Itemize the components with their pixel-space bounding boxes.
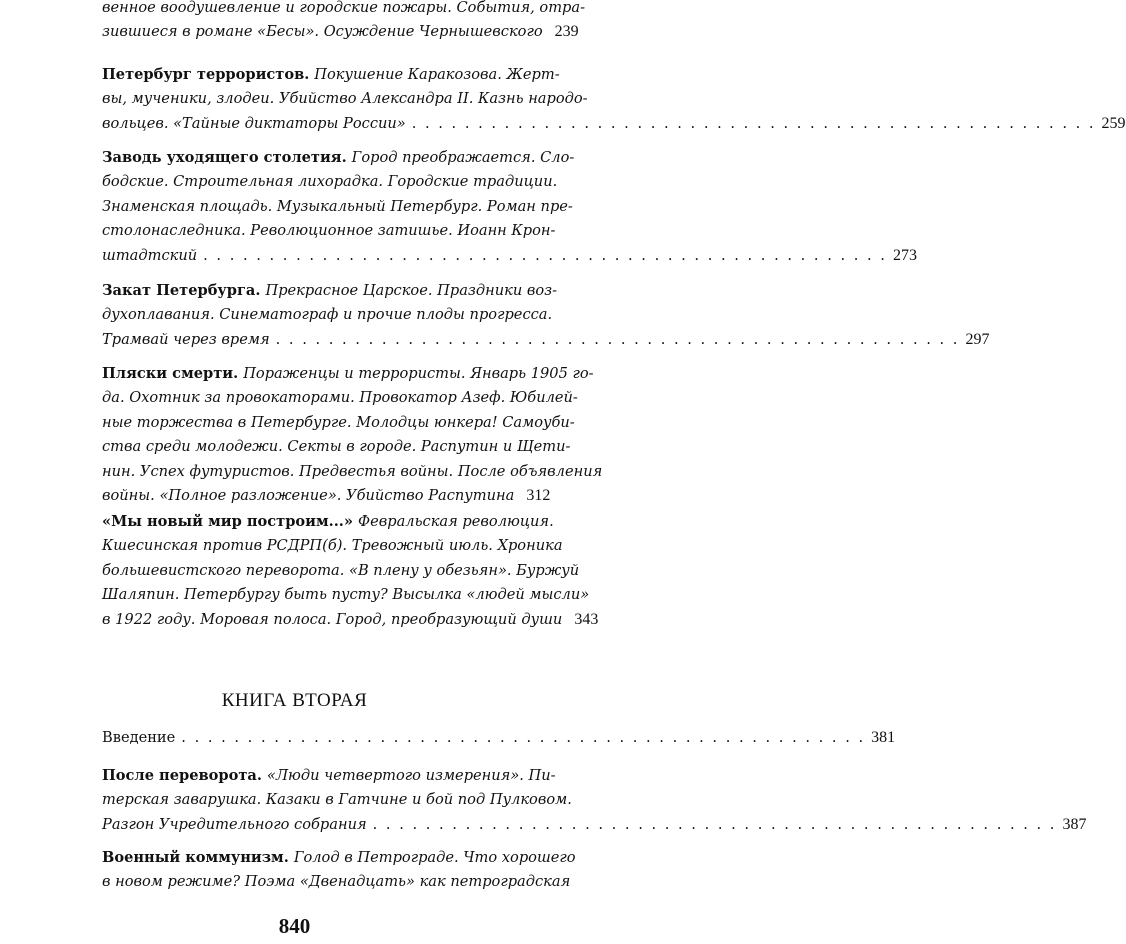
toc-line xyxy=(102,386,578,410)
toc-text: нин. Успех футуристов. Предвестья войны. После объявления xyxy=(102,462,603,480)
toc-text: бодские. Строительная лихорадка. Городские традиции. xyxy=(102,173,558,191)
toc-text: ства среди молодежи. Секты в городе. Распутин и Щети- xyxy=(102,438,571,456)
toc-heading: Пляски смерти. xyxy=(102,365,239,382)
toc-page-number: 239 xyxy=(554,23,579,41)
book-two-title: КНИГА ВТОРАЯ xyxy=(221,690,368,711)
toc-text: Покушение Каракозова. Жерт- xyxy=(314,66,560,83)
toc-entry xyxy=(102,279,990,352)
toc-text: войны. «Полное разложение». Убийство Распутина xyxy=(102,486,515,504)
toc-text: Введение xyxy=(102,729,176,746)
toc-entry xyxy=(102,63,1126,136)
toc-entry xyxy=(102,146,917,268)
toc-line xyxy=(102,460,603,484)
toc-line xyxy=(102,726,896,750)
toc-line xyxy=(102,583,590,607)
toc-line xyxy=(102,146,575,170)
toc-line xyxy=(102,20,579,44)
toc-text: Разгон Учредительного собрания xyxy=(102,815,367,833)
leader-dots: . . . . . . . . . . . . . . . . . . . . . . . . . . . . . . . . . . . . . . . . . . . . . . . . . . . . xyxy=(372,815,1057,833)
toc-entry xyxy=(102,0,586,45)
toc-line xyxy=(102,303,553,327)
toc-text: в 1922 году. Моровая полоса. Город, преобразующий души xyxy=(102,610,563,628)
toc-line xyxy=(102,170,558,194)
toc-line xyxy=(102,0,586,20)
toc-entry xyxy=(102,510,599,632)
toc-text: терская заварушка. Казаки в Гатчине и бой под Пулковом. xyxy=(102,791,572,809)
toc-text: столонаследника. Революционное затишье. Иоанн Крон- xyxy=(102,222,556,240)
toc-text: Кшесинская против РСДРП(б). Тревожный июль. Хроника xyxy=(102,537,563,555)
toc-page-number: 297 xyxy=(965,330,990,348)
toc-text: Знаменская площадь. Музыкальный Петербург. Роман пре- xyxy=(102,197,573,215)
leader-dots: . . . . . . . . . . . . . . . . . . . . . . . . . . . . . . . . . . . . . . . . . . . . . . . . . . . . xyxy=(275,330,960,348)
toc-text: Прекрасное Царское. Праздники воз- xyxy=(265,282,558,299)
toc-heading: Военный коммунизм. xyxy=(102,849,289,866)
toc-heading: Закат Петербурга. xyxy=(102,282,261,299)
toc-line xyxy=(102,813,1087,837)
toc-heading: Петербург террористов. xyxy=(102,66,310,83)
toc-line xyxy=(102,559,580,583)
page-number: 840 xyxy=(278,914,311,938)
leader-dots: . . . . . . . . . . . . . . . . . . . . . . . . . . . . . . . . . . . . . . . . . . . . . . . . . . . . xyxy=(181,729,866,746)
toc-line xyxy=(102,244,917,268)
toc-line xyxy=(102,63,560,87)
toc-line xyxy=(102,112,1126,136)
toc-text: большевистского переворота. «В плену у обезьян». Буржуй xyxy=(102,561,580,579)
toc-line xyxy=(102,510,554,534)
toc-page-number: 343 xyxy=(574,610,599,628)
toc-text: да. Охотник за провокаторами. Провокатор Азеф. Юбилей- xyxy=(102,389,578,407)
toc-line xyxy=(102,411,575,435)
toc-text: Трамвай через время xyxy=(102,330,270,348)
toc-text: Шаляпин. Петербургу быть пусту? Высылка «людей мысли» xyxy=(102,586,590,604)
toc-text: в новом режиме? Поэма «Двенадцать» как петроградская xyxy=(102,873,571,891)
toc-text: Голод в Петрограде. Что хорошего xyxy=(293,849,576,866)
toc-line xyxy=(102,435,571,459)
toc-text: духоплавания. Синематограф и прочие плоды прогресса. xyxy=(102,306,553,324)
toc-text: «Люди четвертого измерения». Пи- xyxy=(266,767,556,784)
toc-text: ные торжества в Петербурге. Молодцы юнкера! Самоуби- xyxy=(102,413,575,431)
toc-page-number: 387 xyxy=(1062,815,1087,833)
toc-text: Город преображается. Сло- xyxy=(351,149,575,166)
toc-page-number: 273 xyxy=(892,246,917,264)
toc-text: вольцев. «Тайные диктаторы России» xyxy=(102,114,406,132)
toc-line xyxy=(102,195,573,219)
toc-page-number: 312 xyxy=(526,486,551,504)
toc-line xyxy=(102,608,599,632)
toc-text: Февральская революция. xyxy=(358,513,554,530)
toc-entry xyxy=(102,846,576,895)
toc-line xyxy=(102,788,572,812)
toc-text: венное воодушевление и городские пожары. События, отра- xyxy=(102,0,586,16)
toc-entry xyxy=(102,362,603,508)
toc-line xyxy=(102,846,576,870)
toc-entry xyxy=(102,764,1087,837)
toc-text: вы, мученики, злодеи. Убийство Александра II. Казнь народо- xyxy=(102,90,588,108)
toc-text: зившиеся в романе «Бесы». Осуждение Чернышевского xyxy=(102,23,543,41)
toc-line xyxy=(102,219,556,243)
toc-line xyxy=(102,534,563,558)
leader-dots: . . . . . . . . . . . . . . . . . . . . . . . . . . . . . . . . . . . . . . . . . . . . . . . . . . . . xyxy=(411,114,1096,132)
toc-heading: Заводь уходящего столетия. xyxy=(102,149,347,166)
toc-text: штадтский xyxy=(102,246,198,264)
toc-page-number: 259 xyxy=(1101,114,1126,132)
toc-line xyxy=(102,870,571,894)
toc-text: Пораженцы и террористы. Январь 1905 го- xyxy=(243,365,594,382)
toc-line xyxy=(102,328,990,352)
leader-dots: . . . . . . . . . . . . . . . . . . . . . . . . . . . . . . . . . . . . . . . . . . . . . . . . . . . . xyxy=(203,246,887,264)
toc-line xyxy=(102,87,588,111)
toc-line xyxy=(102,362,594,386)
toc-page-number: 381 xyxy=(871,729,896,746)
toc-entry xyxy=(102,726,896,750)
toc-line xyxy=(102,764,556,788)
toc-line xyxy=(102,279,558,303)
toc-heading: После переворота. xyxy=(102,767,262,784)
toc-heading: «Мы новый мир построим...» xyxy=(102,513,354,530)
toc-line xyxy=(102,484,551,508)
